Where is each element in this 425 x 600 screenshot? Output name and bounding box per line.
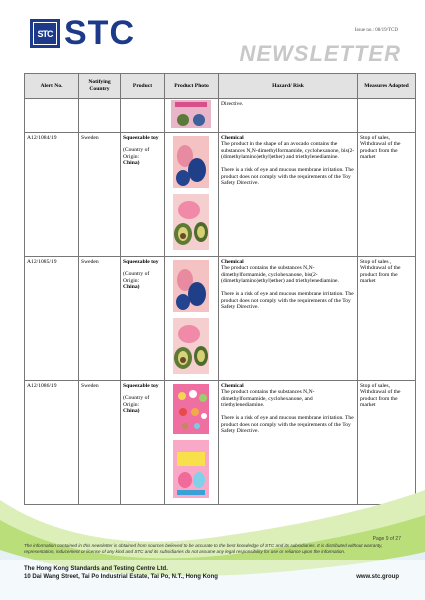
header-product: Product — [121, 74, 165, 99]
hazard-description: The product contains the substances N,N-dimethylformamide, cyclohexanone, bis(2-(dimethylamino)ethyl)ether) and triethylenediamine. — [221, 265, 339, 285]
product-photo — [165, 256, 219, 380]
header-notifying-country: Notifying Country — [79, 74, 121, 99]
table-row — [25, 256, 416, 380]
product-name: Squeezable toy — [123, 134, 159, 141]
measures-adopted: Stop of sales, Withdrawal of the product from the market — [358, 380, 416, 504]
hazard-description: The product in the shape of an avocado contains the substances N,N-dimethylformamide, cyclohexanone, bis(2-(dimethylamino)ethyl)ether) and triethylenediamine. — [221, 141, 355, 161]
header-measures-adopted: Measures Adopted — [358, 74, 416, 99]
hazard-continued: Directive. — [219, 99, 358, 133]
product-photo — [165, 132, 219, 256]
hazard-risk-cell — [219, 132, 358, 256]
stc-logo-text: STC — [64, 14, 135, 52]
company-name: The Hong Kong Standards and Testing Centre Ltd. — [24, 566, 168, 572]
product-name: Squeezable toy — [123, 258, 159, 265]
company-info — [24, 566, 218, 581]
measures-adopted: Stop of sales, Withdrawal of the product from the market — [358, 132, 416, 256]
hazard-description: The product contains the substances N,N-dimethylformamide, cyclohexanone, and triethylenediamine. — [221, 389, 315, 409]
header-product-photo: Product Photo — [165, 74, 219, 99]
header-alert-no: Alert No. — [25, 74, 79, 99]
footer-wave-graphic — [0, 480, 425, 600]
table-row — [25, 132, 416, 256]
hazard-title: Chemical — [221, 134, 244, 141]
table-header-row — [25, 74, 416, 99]
table-row-continued — [25, 99, 416, 133]
avocado-toy-photo — [169, 258, 213, 376]
hazard-risk-text: There is a risk of eye and mucous membrane irritation. The product does not comply with the requirements of the Toy Safety Directive. — [221, 290, 354, 311]
notifying-country: Sweden — [79, 380, 121, 504]
logo-mark-text: STC — [37, 28, 53, 39]
toy-package-photo — [169, 100, 213, 128]
alert-no: A12/1086/19 — [25, 380, 79, 504]
hazard-title: Chemical — [221, 382, 244, 389]
measures-adopted: Stop of sales , Withdrawal of the product from the market — [358, 256, 416, 380]
product-name: Squeezable toy — [123, 382, 159, 389]
product-photo-continued — [165, 99, 219, 133]
page-number: Page 9 of 27 — [372, 536, 401, 542]
hazard-risk-text: There is a risk of eye and mucous membrane irritation. The product does not comply with the requirements of the Toy Safety Directive. — [221, 166, 354, 187]
hazard-risk-cell — [219, 256, 358, 380]
website-link[interactable]: www.stc.group — [356, 574, 399, 580]
product-cell — [121, 132, 165, 256]
origin-country: China) — [123, 160, 140, 167]
newsletter-title: NEWSLETTER — [239, 41, 401, 66]
header-hazard-risk: Hazard/ Risk — [219, 74, 358, 99]
alert-no: A12/1084/19 — [25, 132, 79, 256]
alert-no: A12/1085/19 — [25, 256, 79, 380]
hazard-title: Chemical — [221, 258, 244, 265]
origin-country: China) — [123, 408, 140, 415]
avocado-toy-photo — [169, 134, 213, 252]
notifying-country: Sweden — [79, 256, 121, 380]
issue-number: Issue no.: 08/19/TCD — [354, 28, 398, 33]
alerts-table — [24, 73, 416, 505]
notifying-country: Sweden — [79, 132, 121, 256]
product-origin: (Country of Origin: — [123, 147, 150, 160]
product-origin: (Country of Origin: — [123, 271, 150, 284]
stc-logo-mark — [30, 19, 60, 48]
product-origin: (Country of Origin: — [123, 395, 150, 408]
company-address: 10 Dai Wang Street, Tai Po Industrial Estate, Tai Po, N.T., Hong Kong — [24, 573, 218, 580]
product-cell — [121, 256, 165, 380]
disclaimer: The information contained in this newsletter is obtained from sources believed to be accurate to the best knowledge of STC and its subsidiaries. It is distributed without warranty, representation, inducement or license of any kind and STC and its subsidiaries do not assume any legal responsibility for use or reliance upon the information. — [24, 543, 383, 554]
hazard-risk-text: There is a risk of eye and mucous membrane irritation. The product does not comply with the requirements of the Toy Safety Directive. — [221, 414, 354, 435]
origin-country: China) — [123, 284, 140, 291]
